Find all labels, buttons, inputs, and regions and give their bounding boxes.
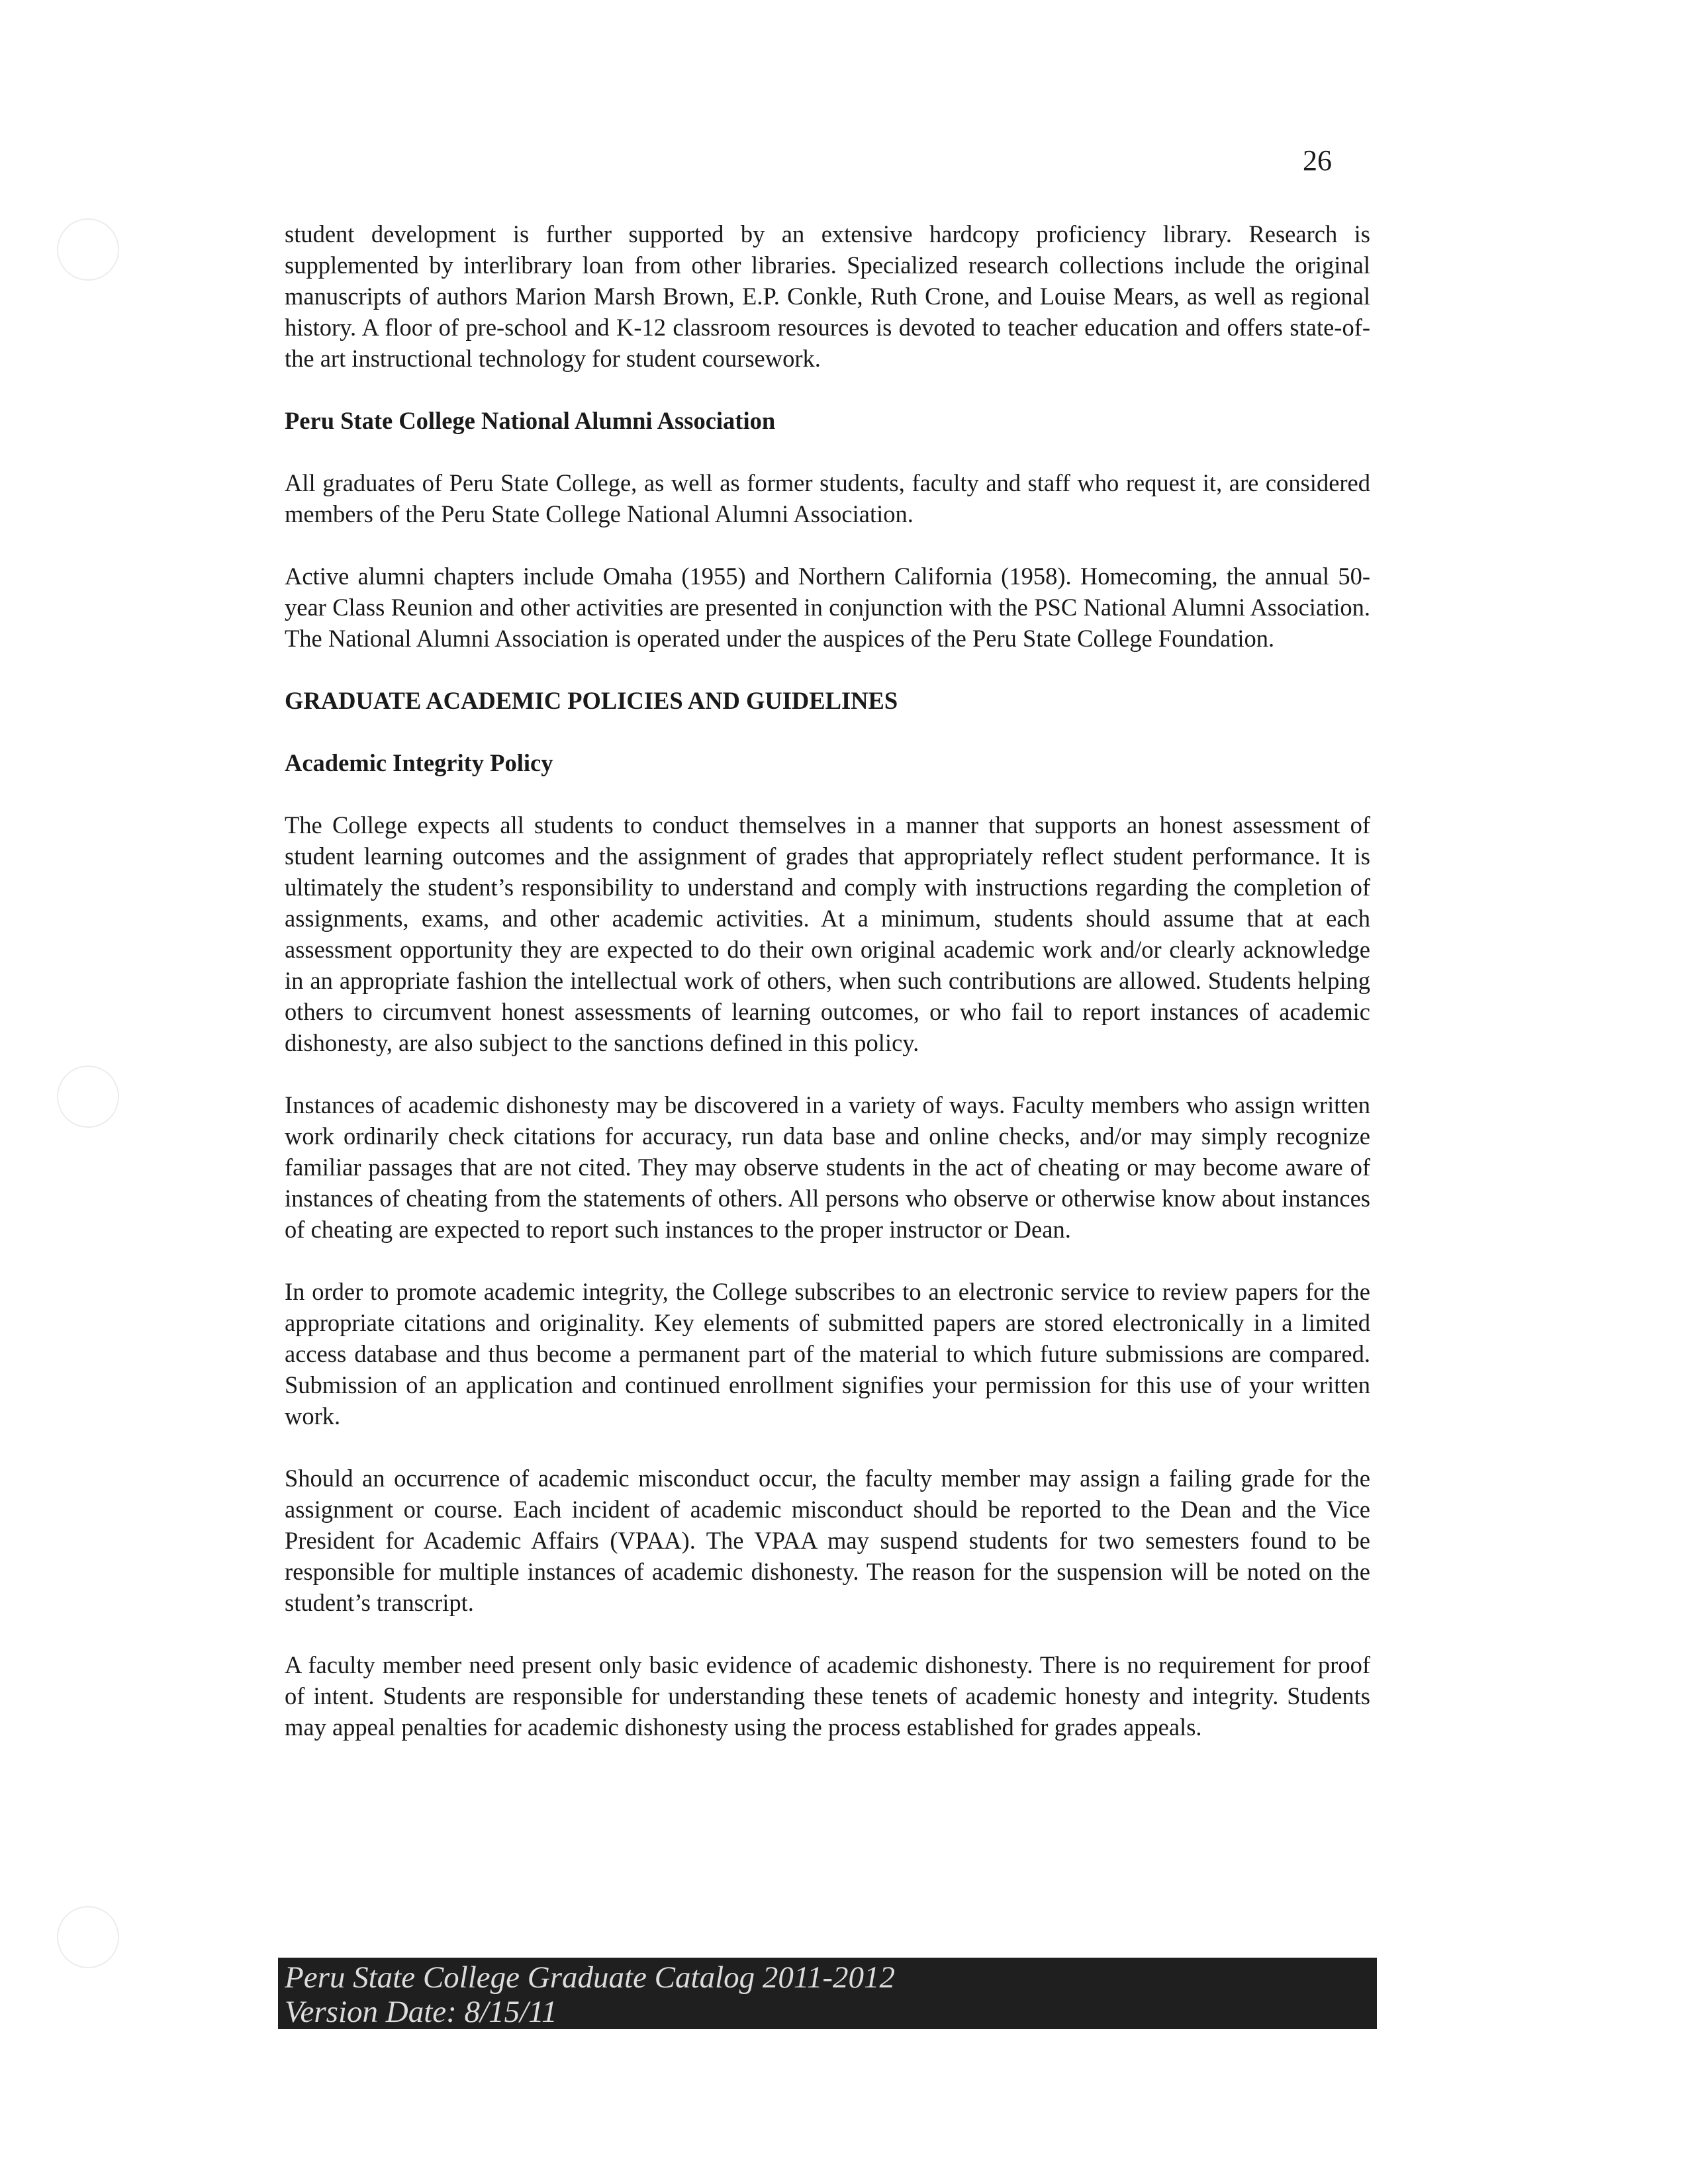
- binder-hole-bottom: [57, 1906, 119, 1968]
- alumni-paragraph-2: Active alumni chapters include Omaha (1955) and Northern California (1958). Homecoming, the annual 50-year Class Reunion and other activities are presented in conjunction with the PSC National Alumni Association. The National Alumni Association is operated under the auspices of the Peru State College Foundation.: [285, 563, 1370, 652]
- integrity-paragraph-2: Instances of academic dishonesty may be discovered in a variety of ways. Faculty members who assign written work ordinarily check citations for accuracy, run data base and online checks, and/or may simply recognize familiar passages that are not cited. They may observe students in the act of cheating or may become aware of instances of cheating from the statements of others. All persons who observe or otherwise know about instances of cheating are expected to report such instances to the proper instructor or Dean.: [285, 1091, 1370, 1243]
- binder-hole-top: [57, 218, 119, 281]
- integrity-paragraph-1: The College expects all students to conduct themselves in a manner that supports an honest assessment of student learning outcomes and the assignment of grades that appropriately reflect student performance. It is ultimately the student’s responsibility to understand and comply with instructions regarding the completion of assignments, exams, and other academic activities. At a minimum, students should assume that at each assessment opportunity they are expected to do their own original academic work and/or clearly acknowledge in an appropriate fashion the intellectual work of others, when such contributions are allowed. Students helping others to circumvent honest assessments of learning outcomes, or who fail to report instances of academic dishonesty, are also subject to the sanctions defined in this policy.: [285, 811, 1370, 1056]
- page-number: 26: [1303, 144, 1332, 177]
- integrity-paragraph-4: Should an occurrence of academic misconduct occur, the faculty member may assign a failing grade for the assignment or course. Each incident of academic misconduct should be reported to the Dean and the Vice President for Academic Affairs (VPAA). The VPAA may suspend students for two semesters found to be responsible for multiple instances of academic dishonesty. The reason for the suspension will be noted on the student’s transcript.: [285, 1465, 1370, 1616]
- footer-version-date: Version Date: 8/15/11: [285, 1995, 557, 2029]
- library-paragraph: student development is further supported by an extensive hardcopy proficiency library. Research is supplemented by interlibrary loan from other libraries. Specialized research collections include the original manuscripts of authors Marion Marsh Brown, E.P. Conkle, Ruth Crone, and Louise Mears, as well as regional history. A floor of pre-school and K-12 classroom resources is devoted to teacher education and offers state-of-the art instructional technology for student coursework.: [285, 220, 1370, 372]
- alumni-paragraph-1: All graduates of Peru State College, as well as former students, faculty and staff who request it, are considered members of the Peru State College National Alumni Association.: [285, 469, 1370, 527]
- footer-catalog-title: Peru State College Graduate Catalog 2011-2012: [285, 1960, 896, 1995]
- binder-hole-middle: [57, 1066, 119, 1128]
- integrity-heading: Academic Integrity Policy: [285, 749, 553, 776]
- section-title: GRADUATE ACADEMIC POLICIES AND GUIDELINES: [285, 687, 898, 714]
- integrity-paragraph-3: In order to promote academic integrity, the College subscribes to an electronic service to review papers for the appropriate citations and originality. Key elements of submitted papers are stored electronically in a limited access database and thus become a permanent part of the material to which future submissions are compared. Submission of an application and continued enrollment signifies your permission for this use of your written work.: [285, 1278, 1370, 1430]
- page-body: [285, 218, 1370, 1743]
- alumni-heading: Peru State College National Alumni Association: [285, 407, 776, 434]
- integrity-paragraph-5: A faculty member need present only basic evidence of academic dishonesty. There is no requirement for proof of intent. Students are responsible for understanding these tenets of academic honesty and integrity. Students may appeal penalties for academic dishonesty using the process established for grades appeals.: [285, 1651, 1370, 1741]
- catalog-footer-banner: [278, 1958, 1377, 2029]
